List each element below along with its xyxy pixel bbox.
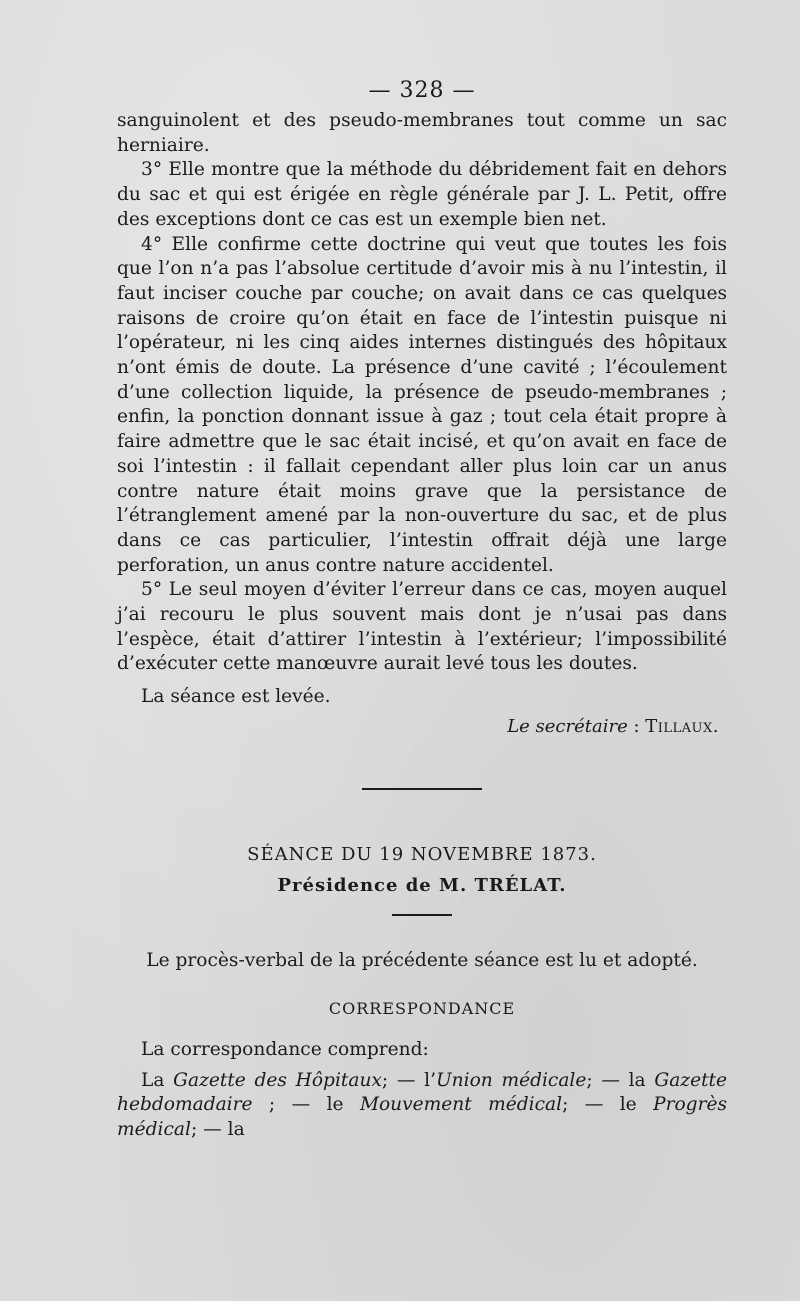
- list-text: ; — le: [252, 1094, 360, 1116]
- list-text: ; — l’: [381, 1069, 436, 1091]
- correspondence-intro: La correspondance comprend:: [141, 1038, 429, 1060]
- signature-name: Tillaux.: [645, 715, 719, 737]
- list-text: ; — le: [562, 1094, 654, 1116]
- journal-title: Gazette hebdomadaire: [117, 1069, 728, 1116]
- minutes-statement: Le procès-verbal de la précédente séance est lu et adopté.: [146, 949, 698, 971]
- paragraph-point-3: 3° Elle montre que la méthode du débridement fait en dehors du sac et qui est érigée en règle générale par J. L. Petit, offre des exceptions dont ce cas est un exemple bien net.: [117, 159, 727, 230]
- secretary-signature: [117, 714, 719, 740]
- page-content: [117, 78, 727, 1143]
- list-text: ; — la: [190, 1118, 245, 1140]
- session-closed-text: La séance est levée.: [141, 686, 331, 708]
- journal-title: Progrès médical: [117, 1094, 728, 1140]
- title-divider: [392, 914, 452, 916]
- list-text: La: [141, 1069, 174, 1091]
- list-text: ; — la: [586, 1069, 655, 1091]
- journal-title: Gazette des Hôpitaux: [173, 1069, 382, 1091]
- section-divider: [362, 788, 482, 790]
- signature-role: Le secrétaire: [507, 715, 628, 737]
- correspondence-heading: CORRESPONDANCE: [328, 998, 516, 1018]
- paragraph-continuation: sanguinolent et des pseudo-membranes tout comme un sac herniaire.: [117, 110, 727, 156]
- signature-separator: :: [627, 715, 646, 737]
- session-title: SÉANCE DU 19 NOVEMBRE 1873.: [247, 843, 597, 865]
- session-presidency: Présidence de M. TRÉLAT.: [277, 874, 567, 896]
- paragraph-point-5: 5° Le seul moyen d’éviter l’erreur dans ce cas, moyen auquel j’ai recouru le plus souvent mais dont je n’usai pas dans l’espèce, était d’attirer l’intestin à l’extérieur; l’impossibilité d’exécuter cette manœuvre aurait levé tous les doutes.: [117, 579, 727, 675]
- journal-title: Union médicale: [436, 1069, 587, 1091]
- page-number: — 328 —: [368, 78, 476, 103]
- correspondence-list: [117, 1069, 727, 1143]
- paragraph-point-4: 4° Elle confirme cette doctrine qui veut que toutes les fois que l’on n’a pas l’absolue certitude d’avoir mis à nu l’intestin, il faut inciser couche par couche; on avait dans ce cas quelques raisons de croire qu’on était en face de l’intestin puisque ni l’opérateur, ni les cinq aides internes distingués des hôpitaux n’ont émis de doute. La présence d’une cavité ; l’écoulement d’une collection liquide, la présence de pseudo-membranes ; enfin, la ponction donnant issue à gaz ; tout cela était propre à faire admettre que le sac était incisé, et qu’on avait en face de soi l’intestin : il fallait cependant aller plus loin car un anus contre nature était moins grave que la persistance de l’étranglement amené par la non-ouverture du sac, et de plus dans ce cas particulier, l’intestin offrait déjà une large perforation, un anus contre nature accidentel.: [117, 233, 727, 576]
- journal-title: Mouvement médical: [359, 1094, 563, 1116]
